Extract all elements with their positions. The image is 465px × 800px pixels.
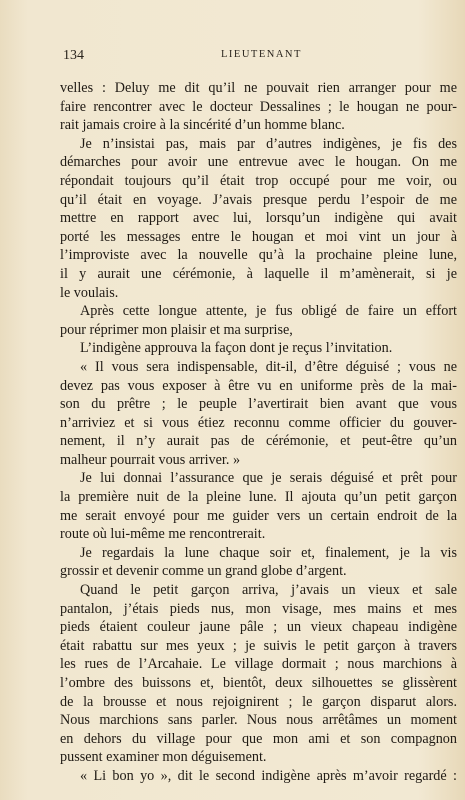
text-line: velles : Deluy me dit qu’il ne pouvait rien arranger pour me <box>60 80 457 96</box>
text-line: la première nuit de la pleine lune. Il ajouta qu’un petit garçon <box>60 489 457 506</box>
text-line: le voulais. <box>60 284 119 301</box>
text-line: son du prêtre ; le peuple l’avertirait bien avant que vous <box>60 396 457 413</box>
text-line: en dehors du village pour que mon ami et son compagnon <box>60 730 457 747</box>
text-line: pieds étaient couleur jaune pâle ; un vieux chapeau indigène <box>60 619 457 636</box>
text-line: l’ombre des buissons et, bientôt, deux silhouettes se glissèrent <box>60 675 457 691</box>
text-line: était rabattu sur mes yeux ; je suivis le petit garçon à travers <box>60 637 457 654</box>
text-line: qu’il était en voyage. J’avais presque perdu l’espoir de me <box>60 191 457 208</box>
text-line: il y aurait une cérémonie, à laquelle il m’amènerait, si je <box>60 265 457 282</box>
text-line: mettre en rapport avec lui, lorsqu’un indigène qui avait <box>60 210 457 227</box>
text-line: l’improviste avec la nouvelle qu’à la prochaine pleine lune, <box>60 247 457 264</box>
paragraph-first-line: « Il vous sera indispensable, dit-il, d’être déguisé ; vous ne <box>80 358 457 375</box>
text-line: grossir et devenir comme un grand globe d’argent. <box>60 563 347 580</box>
paragraph-first-line: « Li bon yo », dit le second indigène après m’avoir regardé : <box>80 767 457 784</box>
text-line: les rues de l’Arcahaie. Le village dormait ; nous marchions à <box>60 656 457 673</box>
paragraph-first-line: Je lui donnai l’assurance que je serais déguisé et prêt pour <box>80 470 457 487</box>
text-line: devez pas vous exposer à être vu en uniforme près de la mai- <box>60 377 457 394</box>
text-line: pantalon, j’étais pieds nus, mon visage, mes mains et mes <box>60 600 457 617</box>
page-header <box>63 48 455 64</box>
running-title: LIEUTENANT <box>221 49 302 60</box>
text-line: me serait envoyé pour me guider vers un certain endroit de la <box>60 507 457 524</box>
paragraph-first-line: Je n’insistai pas, mais par d’autres indigènes, je fis des <box>80 135 457 152</box>
text-line: Nous marchions sans parler. Nous nous arrêtâmes un moment <box>60 712 457 729</box>
text-line: répondait toujours qu’il était trop occupé pour me voir, ou <box>60 172 457 189</box>
text-line: faire rencontrer avec le docteur Dessalines ; le hougan ne pour- <box>60 98 457 115</box>
paragraph-first-line: Après cette longue attente, je fus obligé de faire un effort <box>80 303 457 320</box>
text-line: rait jamais croire à la sincérité d’un homme blanc. <box>60 117 345 134</box>
paragraph-first-line: Je regardais la lune chaque soir et, finalement, je la vis <box>80 544 457 561</box>
text-line: porté les messages entre le hougan et moi vint un jour à <box>60 228 457 245</box>
text-line: pour réprimer mon plaisir et ma surprise, <box>60 321 293 338</box>
paragraph-first-line: L’indigène approuva la façon dont je reçus l’invitation. <box>80 340 393 357</box>
paragraph-first-line: Quand le petit garçon arriva, j’avais un vieux et sale <box>80 582 457 599</box>
text-line: route où lui-même me rencontrerait. <box>60 526 266 543</box>
text-line: nement, il n’y aurait pas de cérémonie, et peut-être qu’un <box>60 433 457 450</box>
text-line: démarches pour avoir une entrevue avec le hougan. On me <box>60 154 457 171</box>
text-line: de la brousse et nous rejoignirent ; le garçon disparut alors. <box>60 693 457 710</box>
text-line: pussent examiner mon déguisement. <box>60 749 267 766</box>
body-text <box>60 79 457 786</box>
page-number: 134 <box>63 48 84 63</box>
text-line: n’arriviez et si vous étiez reconnu comme officier du gouver- <box>60 414 457 431</box>
text-line: malheur pourrait vous arriver. » <box>60 451 241 468</box>
